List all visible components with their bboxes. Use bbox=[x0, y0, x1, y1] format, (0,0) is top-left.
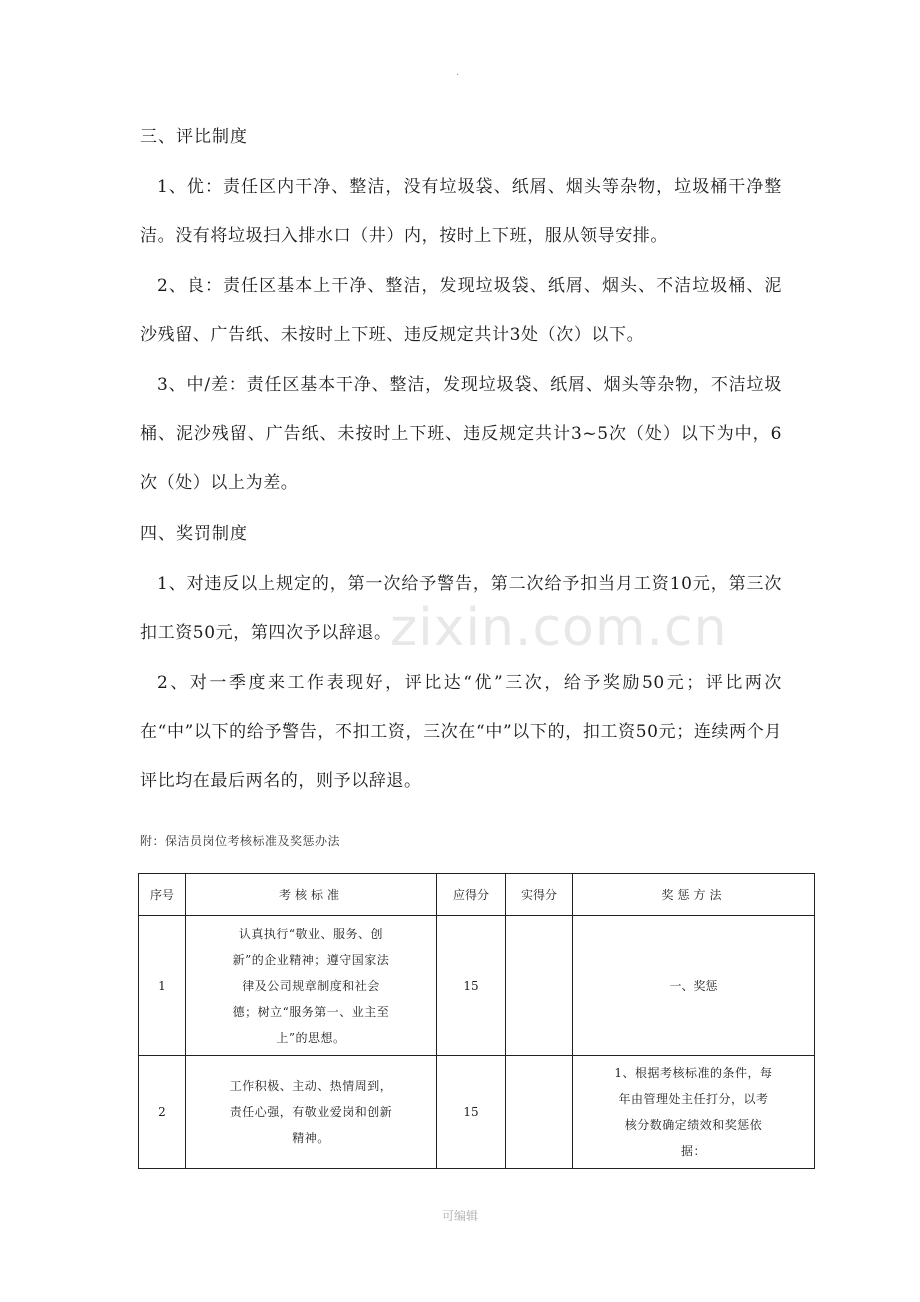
table-header-row bbox=[139, 874, 815, 916]
watermark: zixin.com.cn bbox=[390, 598, 728, 658]
column-header-actual: 实得分 bbox=[506, 874, 573, 916]
table-row bbox=[139, 916, 815, 1056]
cell-standard-text: 工作积极、主动、热情周到，责任心强，有敬业爱岗和创新精神。 bbox=[229, 1079, 393, 1145]
appendix-title: 附：保洁员岗位考核标准及奖惩办法 bbox=[140, 834, 341, 848]
rewards-item-penalty: 1、对违反以上规定的，第一次给予警告，第二次给予扣当月工资10元，第三次扣工资50元，第四次予以辞退。 bbox=[140, 574, 782, 643]
cell-score: 15 bbox=[437, 916, 506, 1056]
cell-no: 2 bbox=[139, 1056, 186, 1169]
cell-score: 15 bbox=[437, 1056, 506, 1169]
document-body bbox=[140, 112, 782, 806]
column-header-standard: 考核标准 bbox=[186, 874, 437, 916]
column-header-score: 应得分 bbox=[437, 874, 506, 916]
column-header-no: 序号 bbox=[139, 874, 186, 916]
section-heading-evaluation: 三、评比制度 bbox=[140, 127, 248, 147]
evaluation-item-excellent: 1、优：责任区内干净、整洁，没有垃圾袋、纸屑、烟头等杂物，垃圾桶干净整洁。没有将垃圾扫入排水口（井）内，按时上下班，服从领导安排。 bbox=[140, 177, 782, 246]
page-footer: 可编辑 bbox=[441, 1209, 478, 1223]
cell-actual bbox=[506, 916, 573, 1056]
cell-actual bbox=[506, 1056, 573, 1169]
assessment-table bbox=[138, 873, 815, 1169]
rewards-item-quarterly: 2、对一季度来工作表现好，评比达“优”三次，给予奖励50元；评比两次在“中”以下的给予警告，不扣工资，三次在“中”以下的，扣工资50元；连续两个月评比均在最后两名的，则予以辞退。 bbox=[140, 673, 782, 791]
cell-method-text: 1、根据考核标准的条件，每年由管理处主任打分，以考核分数确定绩效和奖惩依据： bbox=[614, 1066, 773, 1158]
cell-method: 一、奖惩 bbox=[573, 916, 815, 1056]
cell-method bbox=[573, 1056, 815, 1169]
cell-standard bbox=[186, 916, 437, 1056]
table-row bbox=[139, 1056, 815, 1169]
evaluation-item-medium-poor: 3、中/差：责任区基本干净、整洁，发现垃圾袋、纸屑、烟头等杂物，不洁垃圾桶、泥沙残留、广告纸、未按时上下班、违反规定共计3~5次（处）以下为中，6次（处）以上为差。 bbox=[140, 375, 782, 493]
evaluation-item-good: 2、良：责任区基本上干净、整洁，发现垃圾袋、纸屑、烟头、不洁垃圾桶、泥沙残留、广告纸、未按时上下班、违反规定共计3处（次）以下。 bbox=[140, 276, 782, 345]
cell-standard bbox=[186, 1056, 437, 1169]
cell-no: 1 bbox=[139, 916, 186, 1056]
page-top-mark: · bbox=[456, 70, 460, 81]
cell-standard-text: 认真执行“敬业、服务、创新”的企业精神；遵守国家法律及公司规章制度和社会德；树立“服务第一、业主至上”的思想。 bbox=[232, 926, 390, 1045]
column-header-method: 奖惩方法 bbox=[573, 874, 815, 916]
section-heading-rewards: 四、奖罚制度 bbox=[140, 524, 248, 544]
